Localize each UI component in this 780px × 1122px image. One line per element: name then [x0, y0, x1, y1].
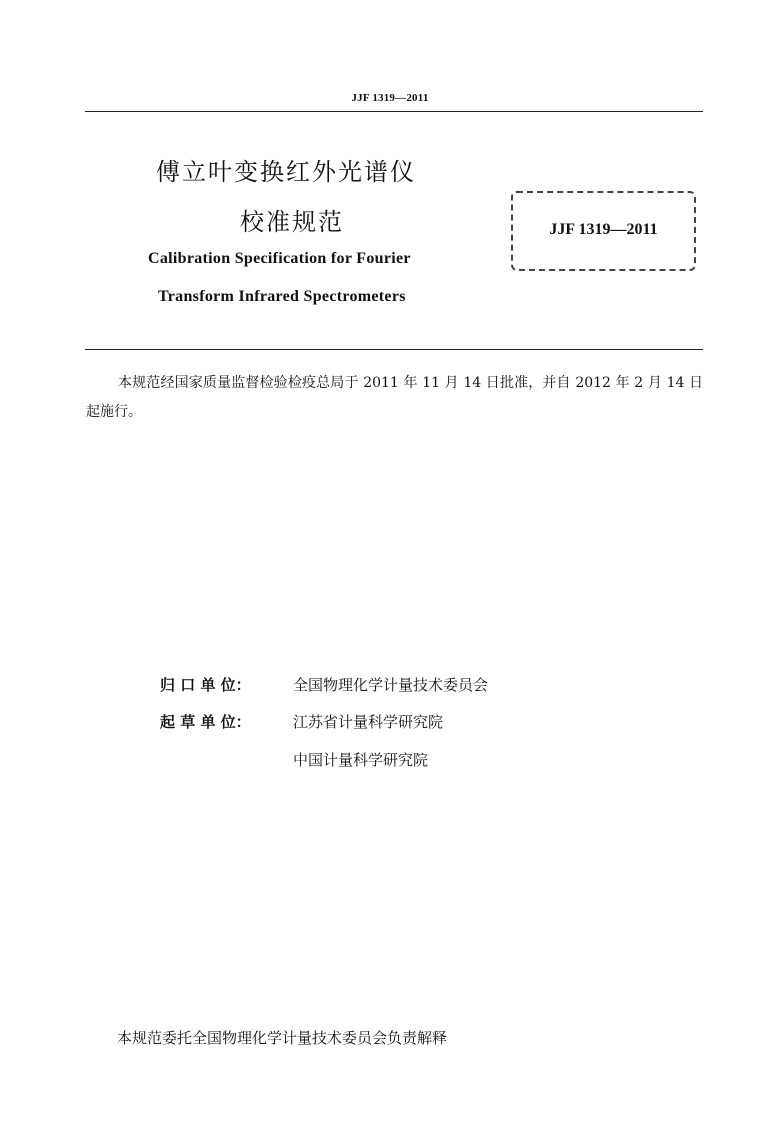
title-rule: [85, 349, 703, 350]
title-en-line2: Transform Infrared Spectrometers: [158, 288, 406, 305]
title-cn-line2: 校准规范: [240, 208, 344, 236]
responsible-unit-label: 归 口 单 位：: [160, 676, 251, 694]
responsible-unit-value: 全国物理化学计量技术委员会: [293, 676, 489, 694]
header-code: JJF 1319—2011: [351, 92, 429, 104]
drafting-unit-label: 起 草 单 位：: [160, 713, 251, 731]
drafting-unit-value-2: 中国计量科学研究院: [293, 751, 429, 769]
drafting-unit-value-1: 江苏省计量科学研究院: [293, 713, 444, 731]
footer-interpretation-text: 本规范委托全国物理化学计量技术委员会负责解释: [117, 1029, 448, 1047]
code-box: [511, 191, 696, 271]
title-en-line1: Calibration Specification for Fourier: [148, 250, 411, 267]
header-rule: [85, 111, 703, 112]
code-box-text: JJF 1319—2011: [549, 221, 658, 238]
approval-text: 本规范经国家质量监督检验检疫总局于 2011 年 11 月 14 日批准，并自 2012 年 2 月 14 日起施行。: [86, 375, 703, 420]
title-cn-line1: 傅立叶变换红外光谱仪: [156, 158, 416, 186]
